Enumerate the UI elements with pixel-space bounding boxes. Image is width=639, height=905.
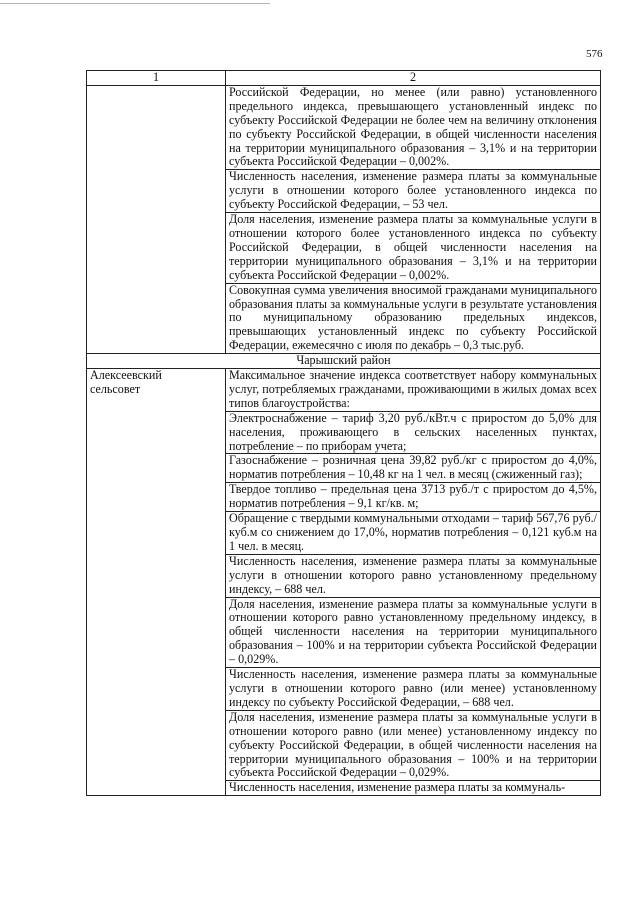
table-row xyxy=(87,369,601,796)
paragraph: Обращение с твердыми коммунальными отходами – тариф 567,76 руб./куб.м со снижением до 17,0%, норматив потребления – 0,121 куб.м на 1 чел. в месяц. xyxy=(226,511,600,554)
paragraph-truncated: Численность населения, изменение размера платы за коммуналь- xyxy=(226,780,600,795)
paragraph: Твердое топливо – предельная цена 3713 руб./т с приростом до 4,5%, норматив потребления – 9,1 кг/кв. м; xyxy=(226,482,600,511)
paragraph: Электроснабжение – тариф 3,20 руб./кВт.ч с приростом до 5,0% для населения, проживающего в сельских населенных пунктах, потребление – по приборам учета; xyxy=(226,411,600,454)
paragraph: Доля населения, изменение размера платы за коммунальные услуги в отношении которого равно установленному предельному индексу, в общей численности населения на территории муниципального образования – 100% и на территории субъекта Российской Федерации – 0,029%. xyxy=(226,597,600,668)
paragraph: Численность населения, изменение размера платы за коммунальные услуги в отношении которого равно (или менее) установленному индексу по субъекту Российской Федерации, – 688 чел. xyxy=(226,667,600,710)
municipality-name-line: Алексеевский xyxy=(90,368,162,383)
paragraph: Доля населения, изменение размера платы за коммунальные услуги в отношении которого более установленного индекса по субъекту Российской Федерации, в общей численности населения на территории муниципального образования – 3,1% и на территории субъекта Российской Федерации – 0,002%. xyxy=(226,212,600,283)
table-row xyxy=(87,85,601,353)
name-cell-empty xyxy=(87,85,226,353)
paragraph: Российской Федерации, но менее (или равно) установленного предельного индекса, превышающего установленный индекс по субъекту Российской Федерации не более чем на величину отклонения по субъекту Российской Федерации, в общей численности населения на территории муниципального образования – 3,1% и на территории субъекта Российской Федерации – 0,002%. xyxy=(229,84,597,169)
municipality-name-line: сельсовет xyxy=(90,381,141,396)
paragraph: Максимальное значение индекса соответствует набору коммунальных услуг, потребляемых гражданами, проживающими в жилых домах всех типов благоустройства: xyxy=(229,368,597,410)
municipality-name-cell xyxy=(87,369,226,796)
paragraph: Газоснабжение – розничная цена 39,82 руб./кг с приростом до 4,0%, норматив потребления – 10,48 кг на 1 чел. в месяц (сжиженный газ); xyxy=(226,453,600,482)
page-top-rule xyxy=(0,3,270,4)
section-title: Чарышский район xyxy=(87,354,601,369)
column-header-2: 2 xyxy=(226,71,601,86)
paragraph: Численность населения, изменение размера платы за коммунальные услуги в отношении которого равно установленному предельному индексу, – 688 чел. xyxy=(226,554,600,597)
section-row xyxy=(87,354,601,369)
column-header-1: 1 xyxy=(87,71,226,86)
description-cell xyxy=(226,85,601,353)
page-number: 576 xyxy=(586,48,603,60)
paragraph: Совокупная сумма увеличения вносимой гражданами муниципального образования платы за коммунальные услуги в результате установления по муниципальному образованию предельных индексов, превышающих установленный индекс по субъекту Российской Федерации, ежемесячно с июля по декабрь – 0,3 тыс.руб. xyxy=(226,283,600,354)
paragraph: Численность населения, изменение размера платы за коммунальные услуги в отношении которого более установленного индекса по субъекту Российской Федерации, – 53 чел. xyxy=(226,169,600,212)
paragraph: Доля населения, изменение размера платы за коммунальные услуги в отношении которого равно (или менее) установленному индексу по субъекту Российской Федерации, в общей численности населения на территории муниципального образования – 100% и на территории субъекта Российской Федерации – 0,029%. xyxy=(226,710,600,781)
description-cell xyxy=(226,369,601,796)
document-table xyxy=(86,70,601,796)
table-header-row xyxy=(87,71,601,86)
